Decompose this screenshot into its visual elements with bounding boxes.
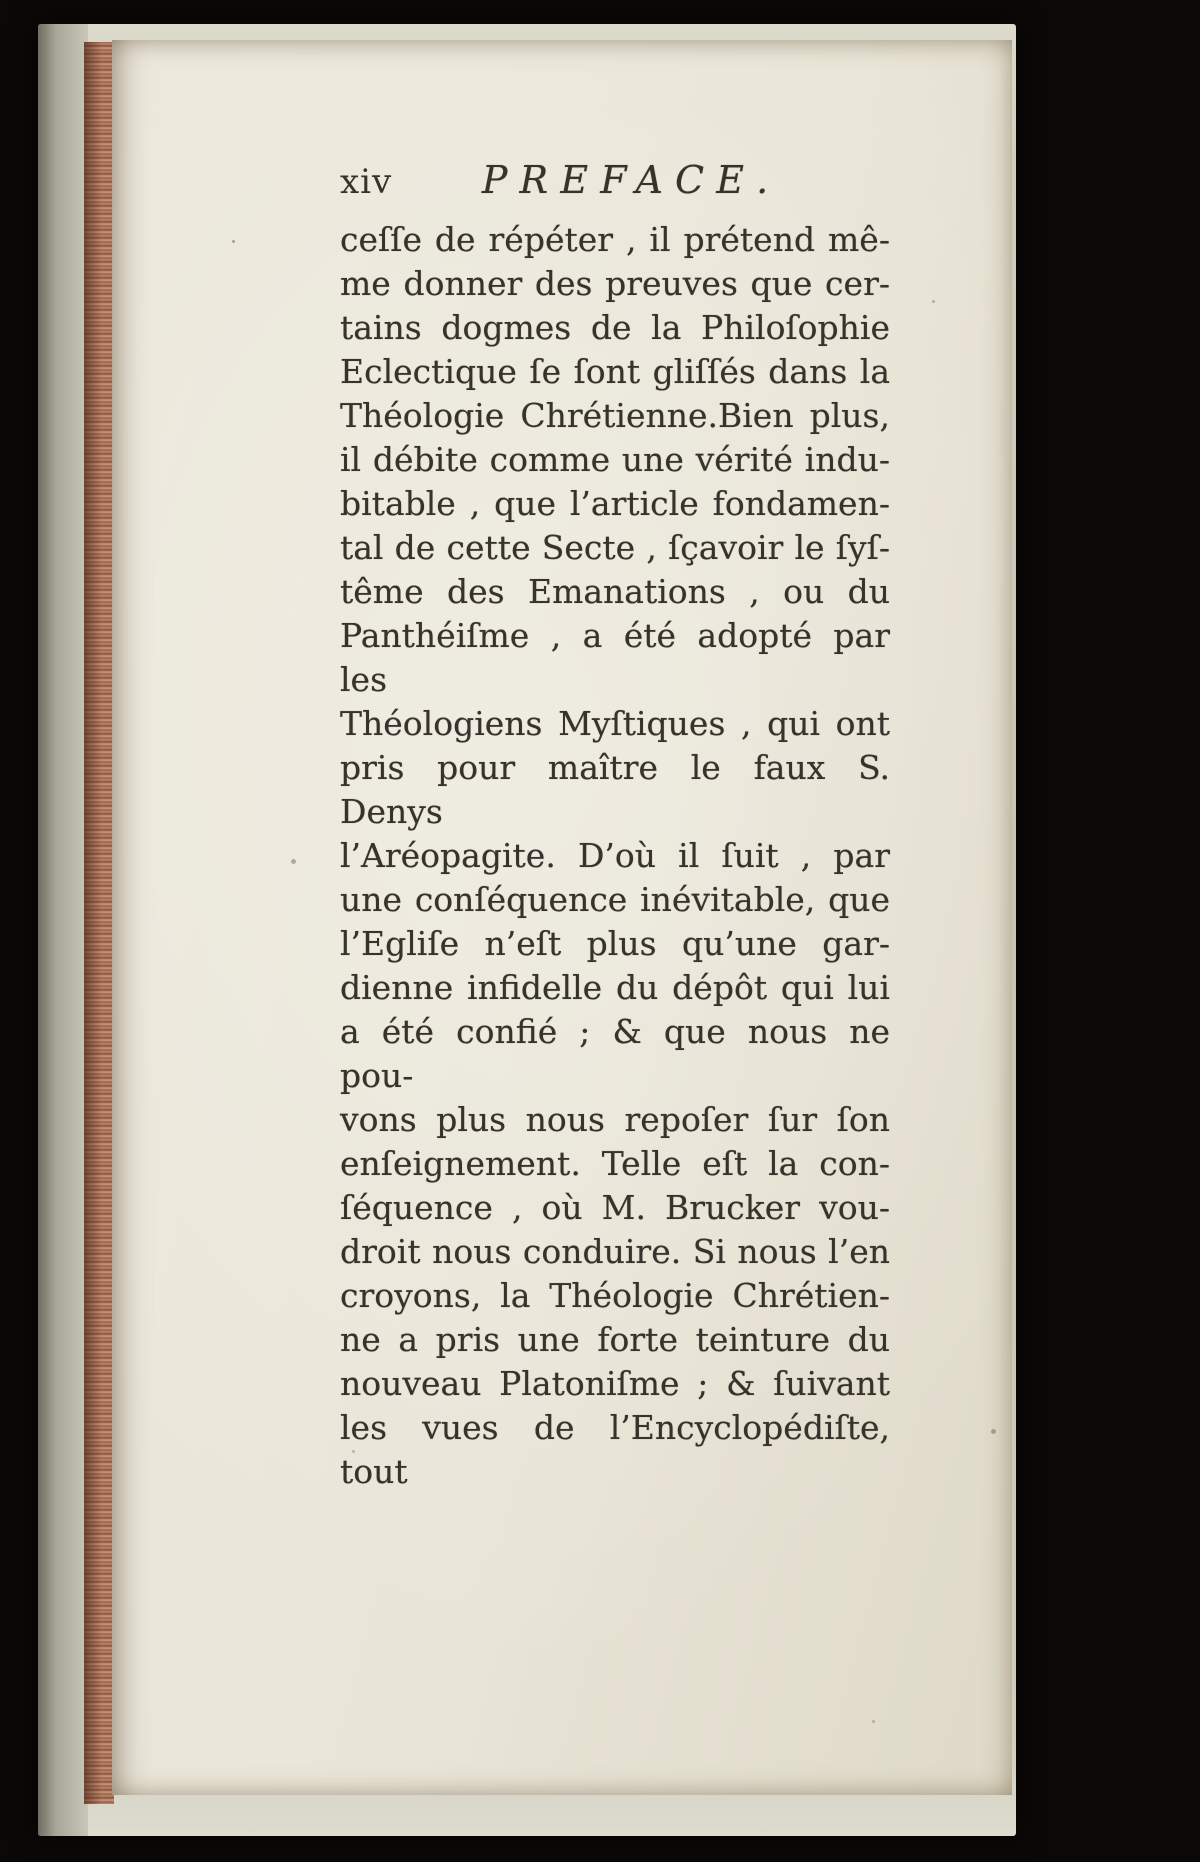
text-line: tal de cette Secte , ſçavoir le ſyſ- [340,528,890,567]
text-line: a été confié ; & que nous ne pou- [340,1012,890,1095]
text-line: droit nous conduire. Si nous l’en [340,1232,890,1271]
text-line: tains dogmes de la Philoſophie [340,308,890,347]
page-number: xiv [340,162,393,202]
text-line: ne a pris une forte teinture du [340,1320,890,1359]
text-line: Panthéiſme , a été adopté par les [340,616,890,699]
book-spine [38,24,88,1836]
text-line: croyons, la Théologie Chrétien- [340,1276,890,1315]
page-header [340,158,890,212]
text-line: vons plus nous repoſer ſur ſon [340,1100,890,1139]
text-line: bitable , que l’article fondamen- [340,484,890,523]
book-page [112,40,1012,1795]
text-line: enſeignement. Telle eſt la con- [340,1144,890,1183]
text-line: l’Aréopagite. D’où il ſuit , par [340,836,890,875]
text-line: ceſſe de répéter , il prétend mê- [340,220,890,259]
text-line: tême des Emanations , ou du [340,572,890,611]
body-text [340,218,890,1494]
text-line: une conſéquence inévitable, que [340,880,890,919]
text-line: les vues de l’Encyclopédiſte, tout [340,1408,890,1491]
text-line: Théologiens Myſtiques , qui ont [340,704,890,743]
text-line: Théologie Chrétienne.Bien plus, [340,396,890,435]
foxing-specks [232,240,235,243]
text-line: pris pour maître le faux S. Denys [340,748,890,831]
text-line: il débite comme une vérité indu- [340,440,890,479]
text-line: nouveau Platoniſme ; & ſuivant [340,1364,890,1403]
text-line: ſéquence , où M. Brucker vou- [340,1188,890,1227]
text-line: Eclectique ſe ſont gliſſés dans la [340,352,890,391]
text-line: dienne infidelle du dépôt qui lui [340,968,890,1007]
printed-text-area [340,158,890,1494]
text-line: l’Egliſe n’eſt plus qu’une gar- [340,924,890,963]
text-line: me donner des preuves que cer- [340,264,890,303]
page-stack-edge [84,42,114,1804]
running-title: PREFACE. [481,158,781,202]
